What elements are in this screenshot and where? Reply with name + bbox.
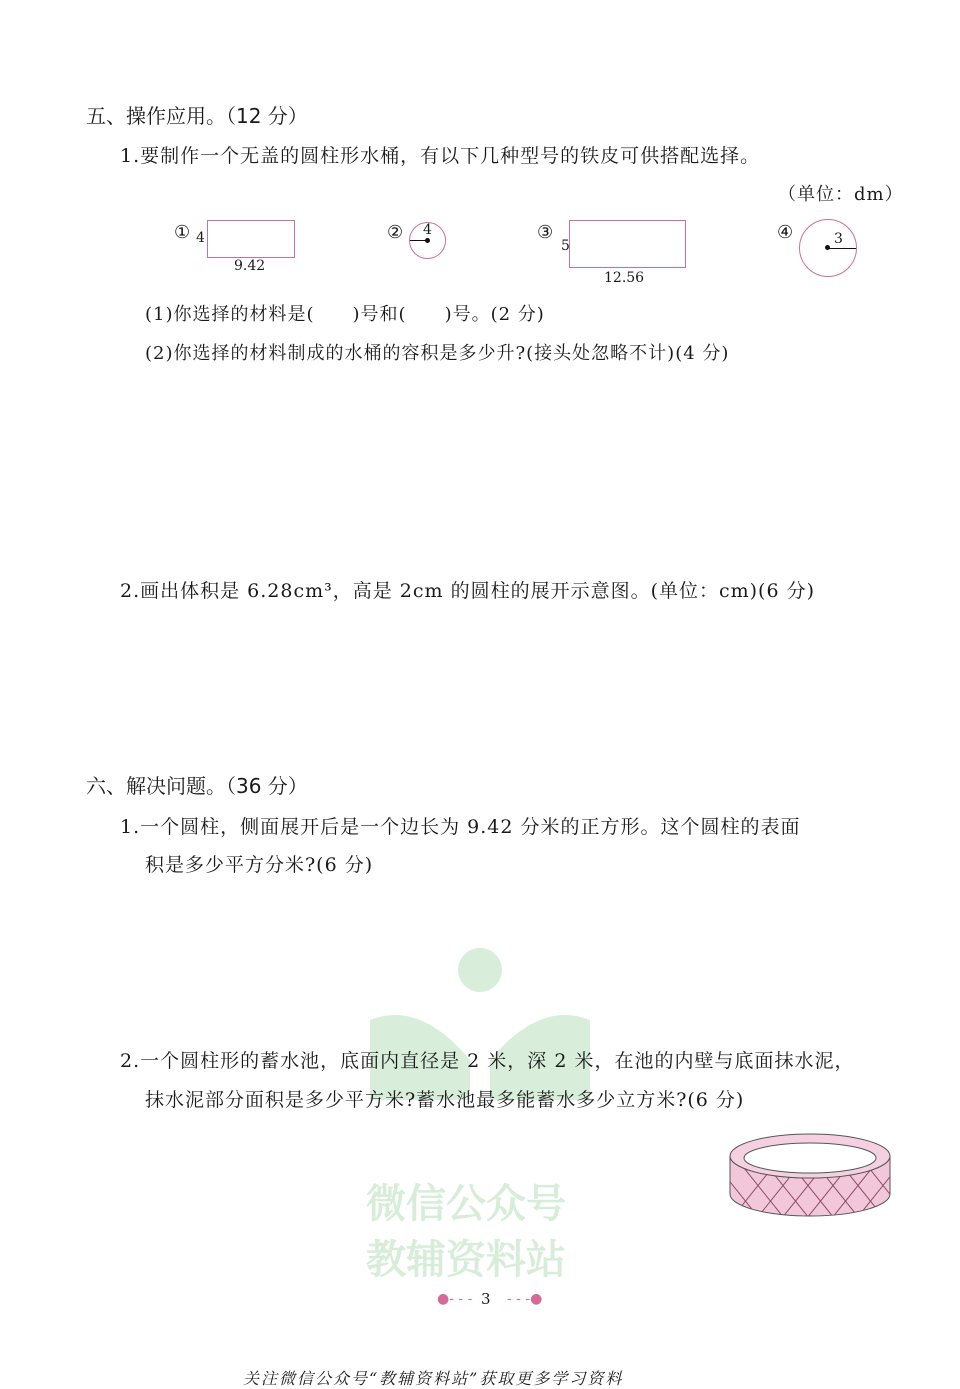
- figure1-rectangle: [207, 220, 295, 258]
- watermark-logo: [360, 940, 600, 1100]
- section6-q2-line2: 抹水泥部分面积是多少平方米?蓄水池最多能蓄水多少立方米?(6 分): [145, 1089, 745, 1111]
- page-number-left-dash: ●- - -: [437, 1291, 473, 1307]
- section6-q1-line2: 积是多少平方分米?(6 分): [145, 854, 374, 876]
- figure4-radius-line: [828, 248, 856, 249]
- page-number-right-dash: - - -●: [507, 1291, 543, 1307]
- figure1-number: ①: [174, 222, 191, 243]
- figure3-bottom-label: 12.56: [604, 270, 645, 286]
- section6-q2-line1: 2.一个圆柱形的蓄水池，底面内直径是 2 米，深 2 米，在池的内壁与底面抹水泥，: [120, 1050, 855, 1072]
- section5-q1-text: 1.要制作一个无盖的圆柱形水桶，有以下几种型号的铁皮可供搭配选择。: [120, 145, 761, 167]
- section5-q2-text: 2.画出体积是 6.28cm³，高是 2cm 的圆柱的展开示意图。(单位：cm)(6 分): [120, 580, 816, 602]
- figure1-side-label: 4: [196, 230, 205, 246]
- watermark-line2: 教辅资料站: [366, 1237, 566, 1283]
- section5-q1-part1: (1)你选择的材料是( )号和( )号。(2 分): [145, 304, 545, 325]
- figure2-number: ②: [387, 222, 404, 243]
- figure3-side-label: 5: [561, 238, 570, 254]
- section5-q1-part2: (2)你选择的材料制成的水桶的容积是多少升?(接头处忽略不计)(4 分): [145, 343, 730, 364]
- pool-illustration: [728, 1128, 892, 1220]
- figure2-radius-line: [410, 240, 427, 241]
- figure1-bottom-label: 9.42: [234, 258, 266, 274]
- section6-title: 六、解决问题。（36 分）: [86, 774, 308, 798]
- page-number: 3: [481, 1290, 491, 1308]
- footer-text: 关注微信公众号“教辅资料站”获取更多学习资料: [243, 1369, 624, 1388]
- section6-q1-line1: 1.一个圆柱，侧面展开后是一个边长为 9.42 分米的正方形。这个圆柱的表面: [120, 816, 801, 838]
- figure3-rectangle: [569, 220, 686, 268]
- section5-title: 五、操作应用。（12 分）: [86, 104, 308, 128]
- watermark-line1: 微信公众号: [366, 1181, 566, 1227]
- figure4-number: ④: [777, 222, 794, 243]
- figure4-radius-label: 3: [834, 231, 843, 247]
- figure2-radius-label: 4: [423, 222, 432, 238]
- unit-label: （单位：dm）: [778, 184, 904, 205]
- figure3-number: ③: [537, 222, 554, 243]
